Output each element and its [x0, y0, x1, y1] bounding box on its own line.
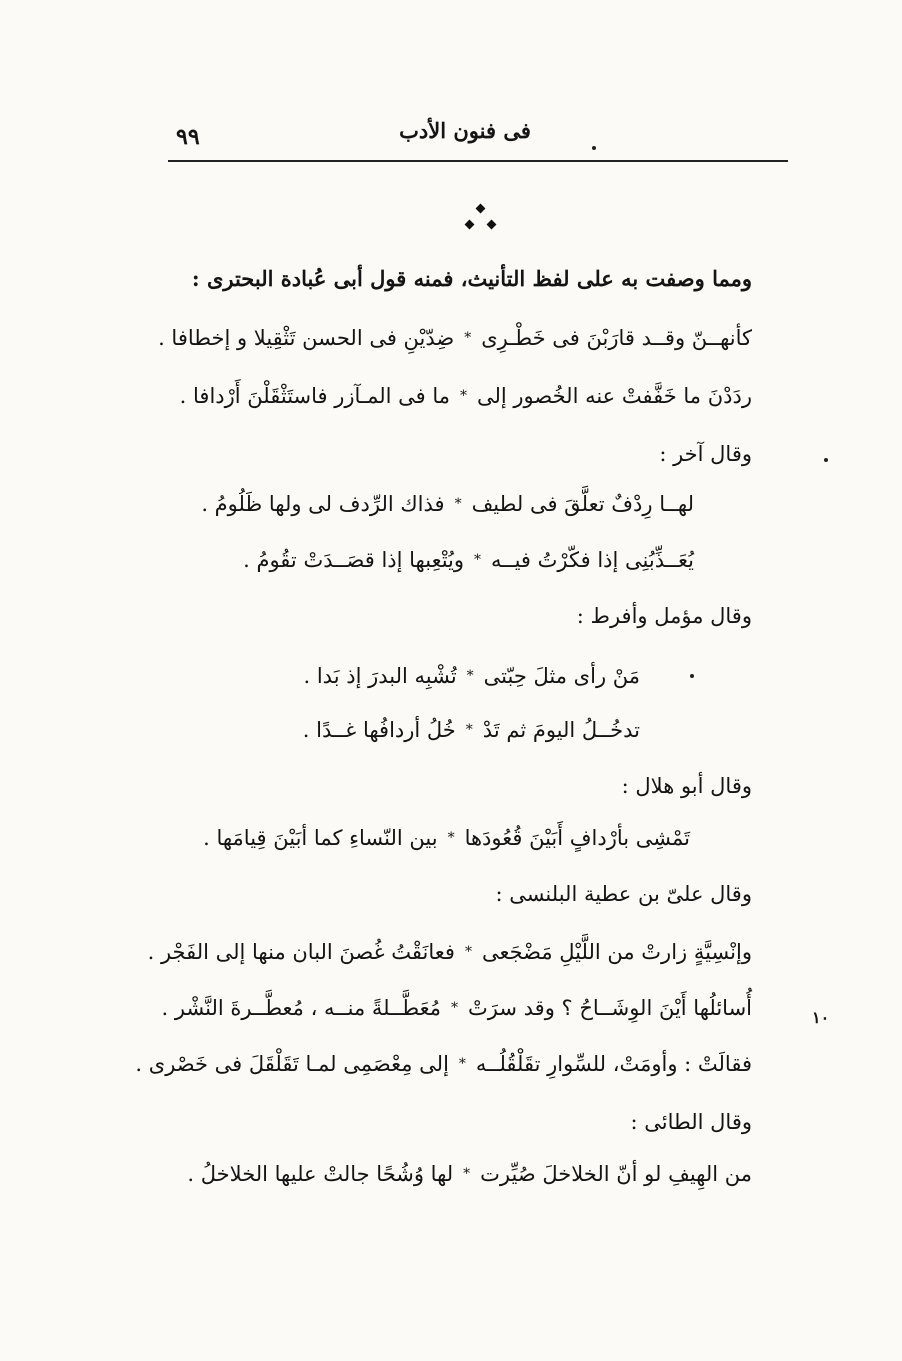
verse-first-hemistich: وإنْسِيَّةٍ زارتْ من اللَّيْلِ مَضْجَعى [481, 940, 752, 964]
verse-second-hemistich: ما فى المـآزر فاستَثْقَلْنَ أَرْدافا . [179, 384, 450, 408]
speaker-line: وقال أبو هلال : [621, 774, 752, 798]
verse-line [148, 940, 752, 964]
running-header-title: فى فنون الأدب [399, 118, 531, 143]
speaker-line: وقال علىّ بن عطية البلنسى : [495, 882, 752, 906]
section-ornament [462, 205, 500, 239]
verse-second-hemistich: إلى مِعْصَمِى لمـا تَقَلْقَلَ فى خَصْرى . [135, 1052, 449, 1076]
verse-line [201, 492, 694, 516]
verse-separator: * [451, 1000, 459, 1016]
verse-line [203, 826, 690, 850]
verse-line [303, 718, 640, 742]
intro-paragraph: ومما وصفت به على لفظ التأنيث، فمنه قول أبى عُبادة البحترى : [191, 266, 752, 291]
verse-first-hemistich: فقالَتْ : وأومَتْ، للسِّوارِ تقَلْقُلُــه [475, 1052, 752, 1076]
verse-first-hemistich: يُعَــذِّبُنِى إذا فكّرْتُ فيــه [491, 548, 694, 572]
verse-line [243, 548, 694, 572]
verse-separator: * [474, 552, 482, 568]
verse-second-hemistich: فذاك الرِّدف لى ولها ظَلُومُ . [201, 492, 445, 516]
verse-separator: * [447, 830, 455, 846]
verse-separator: * [466, 668, 474, 684]
verse-first-hemistich: لهــا رِدْفٌ تعلَّقَ فى لطيف [471, 492, 694, 516]
speaker-line: وقال آخر : [659, 442, 752, 466]
verse-first-hemistich: كأنهــنّ وقــد قارَبْنَ فى خَطْـرِى [481, 326, 752, 350]
verse-line [187, 1162, 752, 1186]
verse-separator: * [464, 944, 472, 960]
print-speck [592, 146, 596, 150]
verse-first-hemistich: تَمْشِى بأرْدافٍ أَبَيْنَ قُعُودَها [464, 826, 690, 850]
verse-first-hemistich: تدخُــلُ اليومَ ثم تَدْ [482, 718, 640, 742]
verse-first-hemistich: مَنْ رأى مثلَ حِبّتى [483, 664, 640, 688]
page-number: ٩٩ [176, 124, 200, 150]
header-rule [168, 160, 788, 162]
verse-separator: * [454, 496, 462, 512]
verse-first-hemistich: ردَدْنَ ما خَفَّفتْ عنه الخُصور إلى [477, 384, 752, 408]
verse-second-hemistich: فعانَقْتُ غُصنَ البان منها إلى الفَجْر . [147, 940, 455, 964]
verse-line [179, 384, 752, 408]
speaker-line: وقال الطائى : [630, 1110, 752, 1134]
verse-separator: * [458, 1056, 466, 1072]
verse-second-hemistich: تُشْبِه البدرَ إذ بَدا . [303, 664, 457, 688]
margin-line-number: ١٠ [812, 1008, 830, 1027]
verse-line [135, 1052, 752, 1076]
verse-line [303, 664, 640, 688]
verse-second-hemistich: ويُتْعِبها إذا قصَــدَتْ تقُومُ . [243, 548, 465, 572]
verse-second-hemistich: خُلُ أردافُها غــدًا . [302, 718, 456, 742]
verse-separator: * [460, 388, 467, 404]
verse-second-hemistich: مُعَطَّــلةً منــه ، مُعطَّــرةَ النَّشْر . [161, 996, 442, 1020]
verse-first-hemistich: من الهِيفِ لو أنّ الخلاخلَ صُيِّرت [480, 1162, 752, 1186]
verse-line [162, 996, 752, 1020]
verse-line [158, 326, 752, 350]
verse-separator: * [465, 722, 473, 738]
print-speck [690, 674, 694, 678]
verse-separator: * [464, 330, 472, 346]
speaker-line: وقال مؤمل وأفرط : [576, 604, 752, 628]
verse-separator: * [463, 1166, 471, 1182]
verse-second-hemistich: ضِدّيْنِ فى الحسن تَثْقِيلا و إخطافا . [158, 326, 455, 350]
verse-second-hemistich: لها وُشُحًا جالتْ عليها الخلاخلُ . [187, 1162, 454, 1186]
print-speck [824, 458, 828, 462]
verse-first-hemistich: أُسائلُها أَيْنَ الوِشَــاحُ ؟ وقد سرَتْ [468, 996, 752, 1020]
verse-second-hemistich: بين النّساءِ كما أبَيْنَ قِيامَها . [203, 826, 438, 850]
